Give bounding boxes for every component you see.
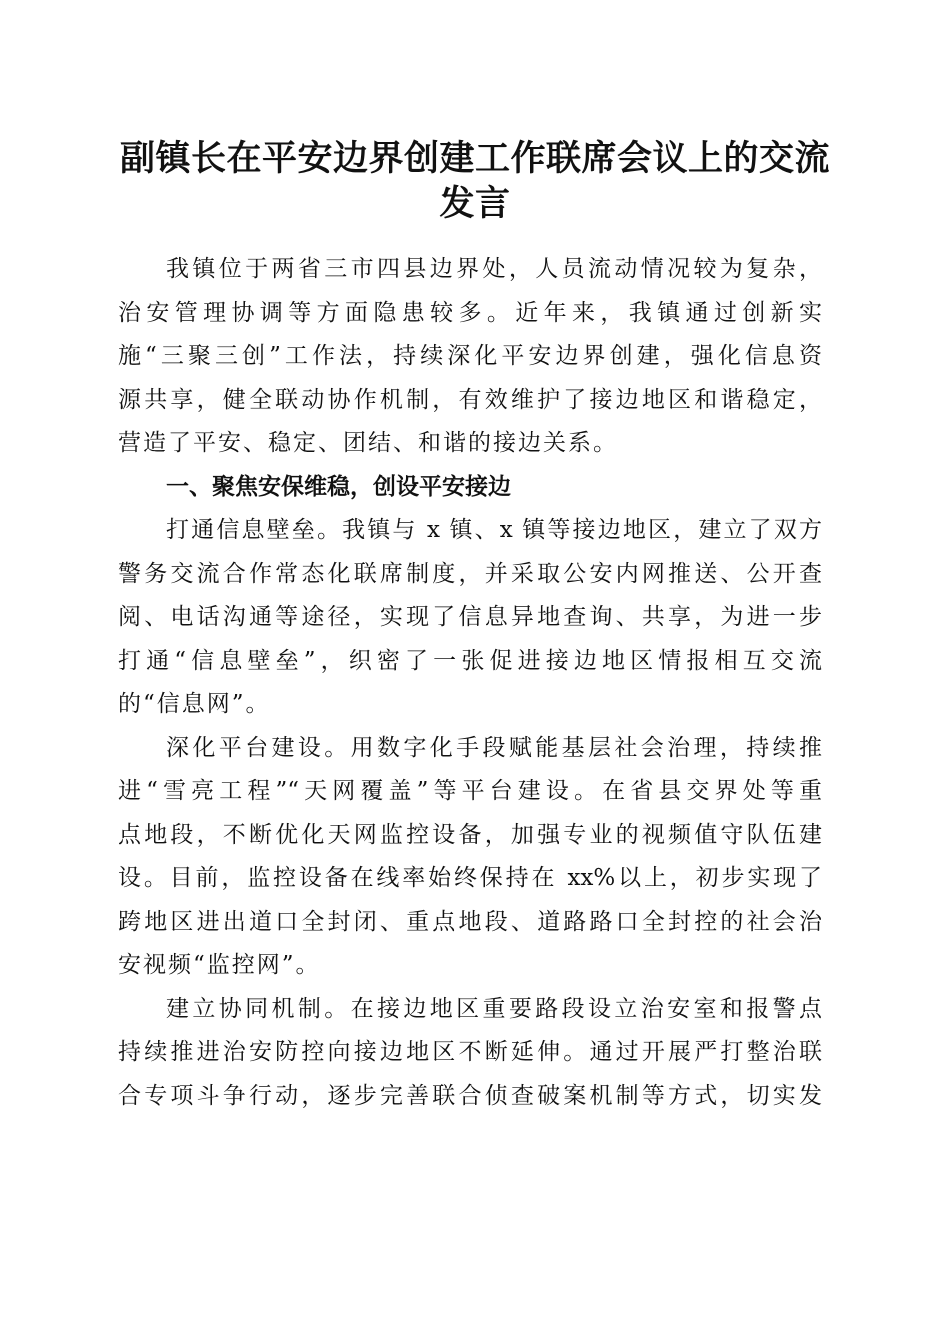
paragraph-line: 跨地区进出道口全封闭、重点地段、道路路口全封控的社会治 [118,908,822,935]
paragraph-line: 我镇位于两省三市四县边界处，人员流动情况较为复杂， [166,256,822,282]
paragraph-line: 治安管理协调等方面隐患较多。近年来，我镇通过创新实 [118,299,822,326]
paragraph-line: 阅、电话沟通等途径，实现了信息异地查询、共享，为进一步 [118,604,822,630]
document-title [100,136,850,226]
paragraph-line: 源共享，健全联动协作机制，有效维护了接边地区和谐稳定， [118,386,822,413]
paragraph-line: 合专项斗争行动，逐步完善联合侦查破案机制等方式，切实发 [118,1082,822,1109]
paragraph-line: 深化平台建设。用数字化手段赋能基层社会治理，持续推 [166,734,822,761]
section-heading: 一、聚焦安保维稳，创设平安接边 [166,473,511,500]
paragraph-line: 安视频“监控网”。 [118,952,321,978]
title-line: 发言 [439,183,511,224]
paragraph-line: 点地段，不断优化天网监控设备，加强专业的视频值守队伍建 [118,821,822,848]
paragraph-line: 警务交流合作常态化联席制度，并采取公安内网推送、公开查 [118,560,822,587]
paragraph-line: 打通“信息壁垒”，织密了一张促进接边地区情报相互交流 [118,647,822,674]
paragraph-line: 设。目前，监控设备在线率始终保持在 xx%以上，初步实现了 [118,865,822,891]
paragraph-line: 建立协同机制。在接边地区重要路段设立治安室和报警点 [166,995,822,1022]
title-line: 副镇长在平安边界创建工作联席会议上的交流 [119,138,830,179]
paragraph-line: 的“信息网”。 [118,691,271,717]
paragraph-line: 施“三聚三创”工作法，持续深化平安边界创建，强化信息资 [118,343,822,369]
document-body [118,248,822,1118]
paragraph-line: 进“雪亮工程”“天网覆盖”等平台建设。在省县交界处等重 [118,778,822,804]
paragraph-line: 打通信息壁垒。我镇与 x 镇、x 镇等接边地区，建立了双方 [166,517,822,543]
paragraph-line: 营造了平安、稳定、团结、和谐的接边关系。 [118,430,618,456]
paragraph-line: 持续推进治安防控向接边地区不断延伸。通过开展严打整治联 [118,1039,822,1065]
